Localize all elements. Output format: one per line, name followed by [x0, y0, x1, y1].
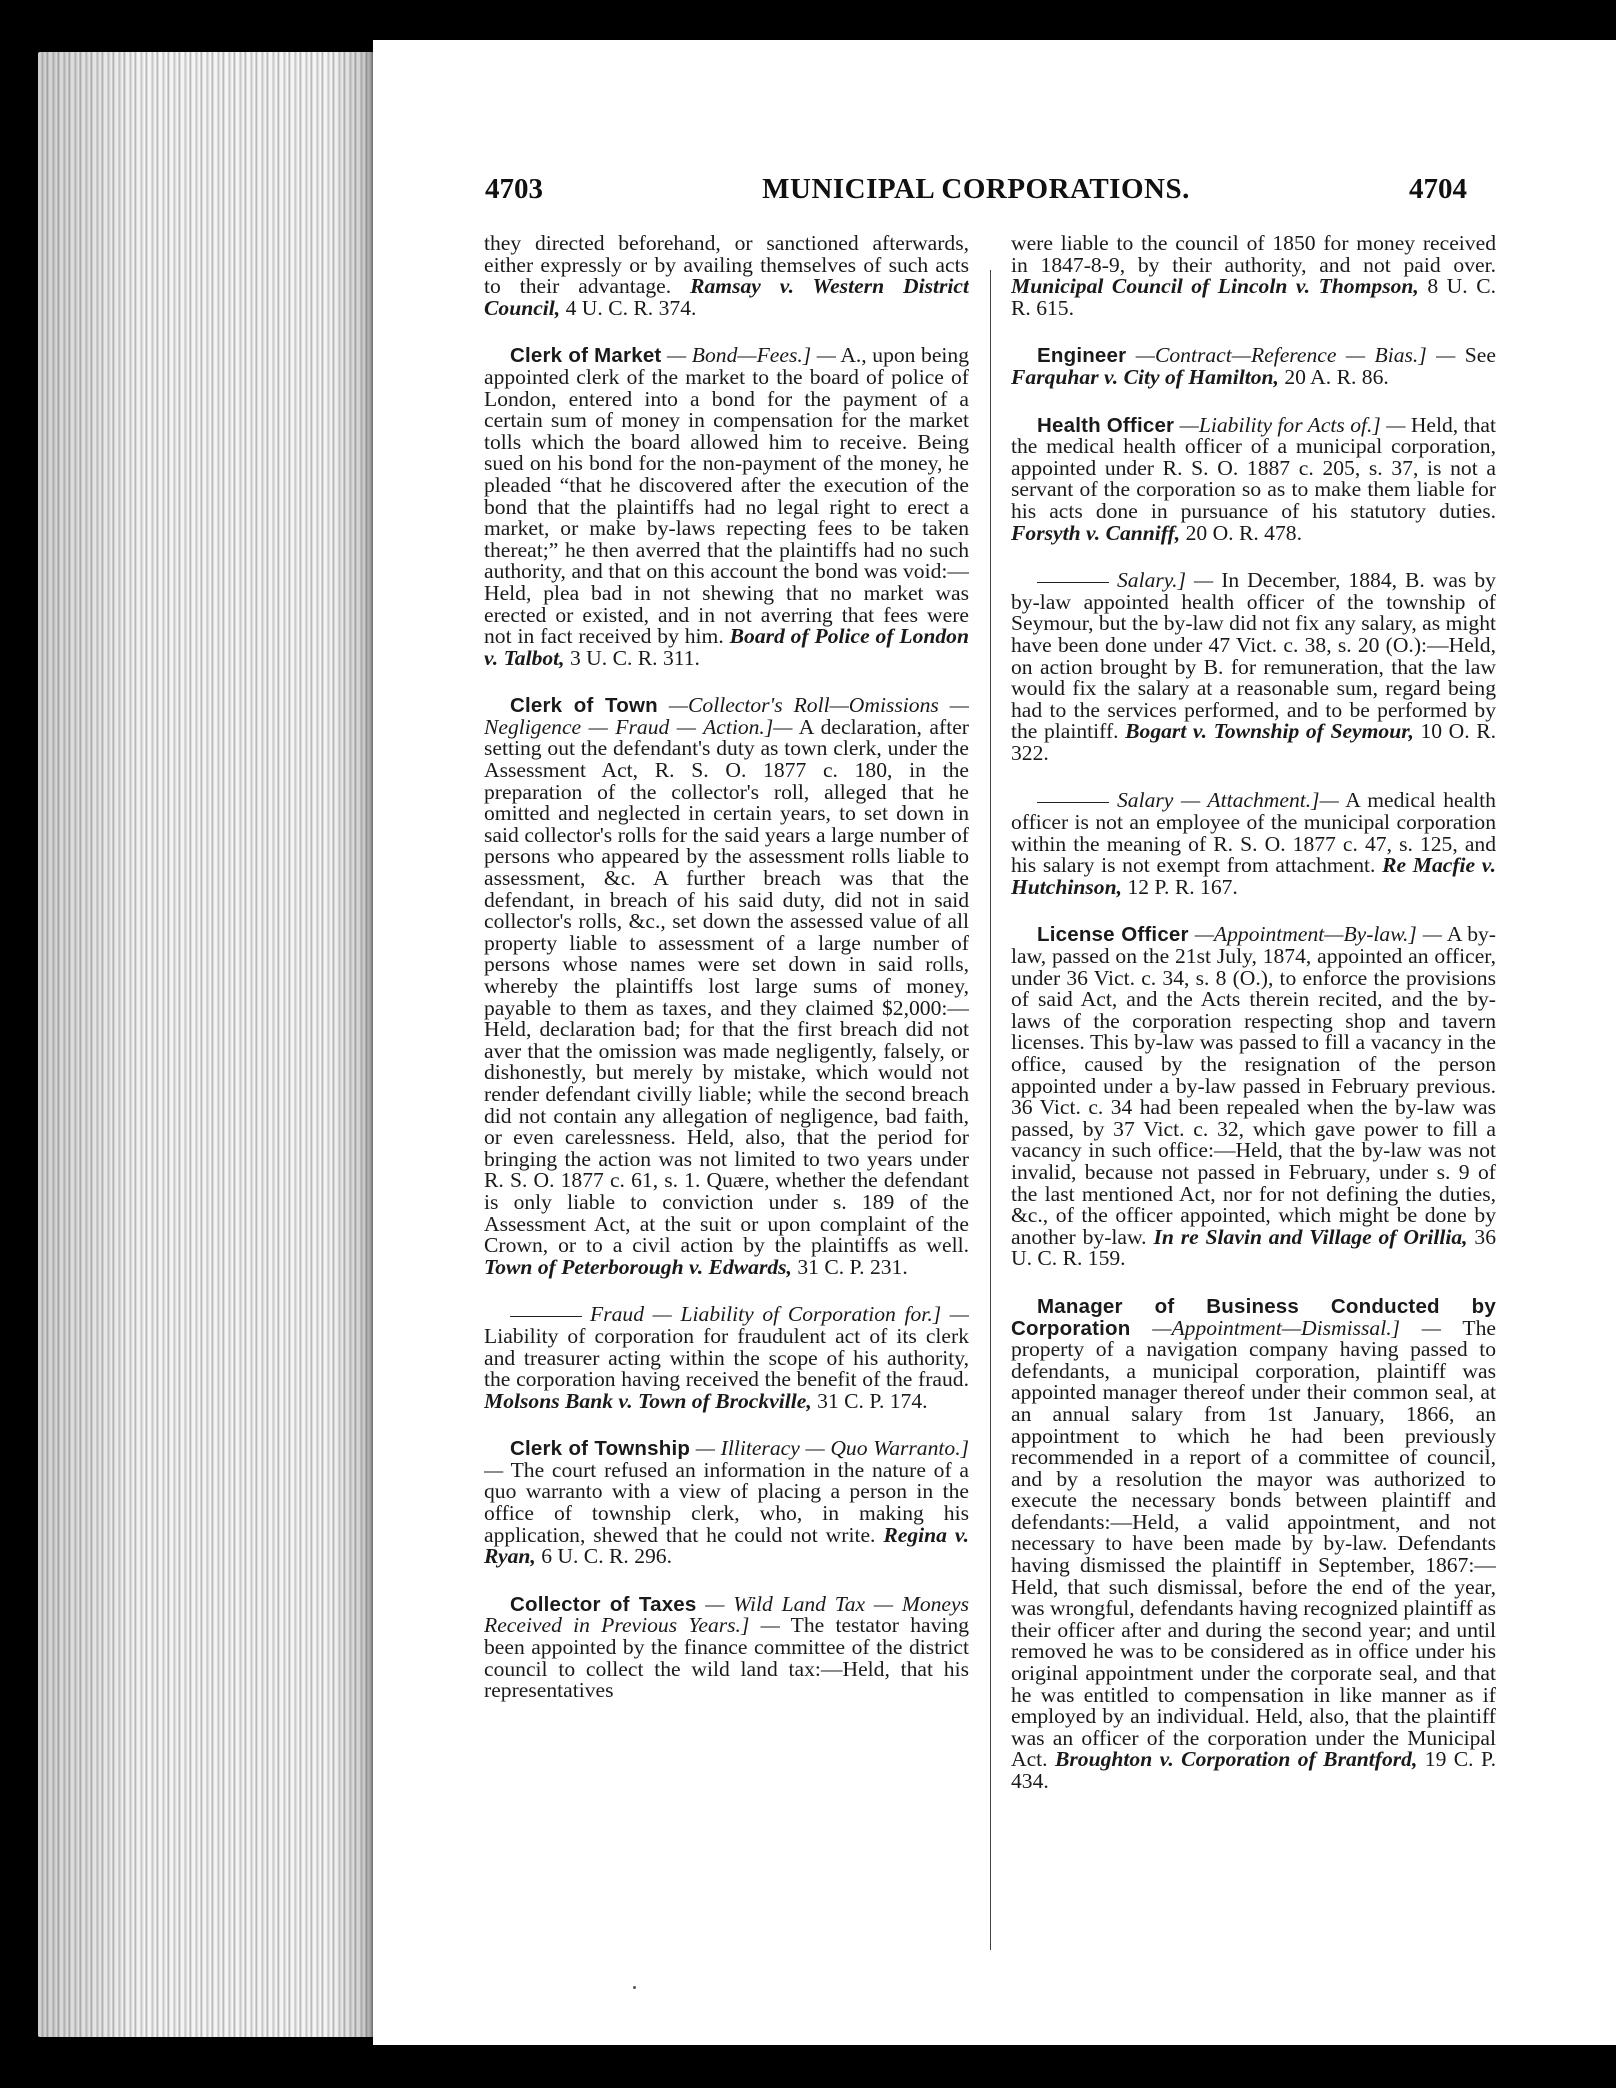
case-citation: 12 P. R. 167. [1127, 874, 1238, 899]
entry-subject: — Bond—Fees.] — [667, 343, 836, 368]
digest-entry-health-attachment [1011, 790, 1496, 898]
case-name: Bogart v. Township of Seymour, [1125, 719, 1414, 744]
entry-text: they directed beforehand, or sanctioned afterwards, either expressly or by availing themselves of such acts to their advantage. [484, 233, 969, 299]
case-citation: 31 C. P. 231. [797, 1254, 908, 1279]
digest-entry-collector-of-taxes [484, 1591, 969, 1703]
case-name: In re Slavin and Village of Orillia, [1153, 1224, 1468, 1249]
entry-headword: Collector of Taxes [510, 1592, 697, 1616]
digest-entry-clerk-of-township [484, 1438, 969, 1568]
entry-text: A medical health officer is not an employee of the municipal corporation within the meaning of R. S. O. 1877 c. 47, s. 125, and his salary is not exempt from attachment. [1011, 788, 1496, 878]
entry-text: Liability of corporation for fraudulent act of its clerk and treasurer acting within the scope of his authority, the corporation having received the benefit of the fraud. [484, 1323, 969, 1392]
case-citation: 6 U. C. R. 296. [541, 1544, 672, 1569]
book-page-edges [38, 52, 383, 2037]
entry-headword: Clerk of Market [510, 344, 662, 368]
entry-headword: Clerk of Town [510, 694, 658, 718]
right-column [1011, 233, 1496, 1973]
entry-text: In December, 1884, B. was by by-law appointed health officer of the township of Seymour, but the by-law did not fix any salary, as might have been done under 47 Vict. c. 38, s. 20 (O.):—Held, on action brought by B. for remuneration, that the law would fix the salary at a reasonable sum, regard being had to the services performed, and to be performed by the plaintiff. [1011, 568, 1496, 744]
case-citation: 36 U. C. R. 159. [1011, 1224, 1496, 1271]
case-name: Municipal Council of Lincoln v. Thompson, [1011, 274, 1419, 299]
case-name: Regina v. Ryan, [484, 1522, 969, 1569]
case-name: Forsyth v. Canniff, [1011, 520, 1181, 545]
running-title: MUNICIPAL CORPORATIONS. [762, 173, 1190, 205]
left-column [484, 233, 969, 1973]
entry-subject: — Wild Land Tax — Moneys Received in Previous Years.] — [484, 1591, 969, 1638]
case-citation: 31 C. P. 174. [817, 1388, 928, 1413]
case-name: Broughton v. Corporation of Brantford, [1054, 1747, 1418, 1772]
entry-headword: Clerk of Township [510, 1437, 691, 1461]
case-name: Re Macfie v. Hutchinson, [1011, 853, 1496, 899]
entry-headword: Engineer [1037, 344, 1127, 368]
case-name: Town of Peterborough v. Edwards, [484, 1254, 792, 1279]
digest-entry-clerk-of-town [484, 695, 969, 1278]
entry-text: Held, that the medical health officer of a municipal corporation, appointed under R. S. O. 1887 c. 205, s. 37, is not a servant of the corporation so as to make them liable for his acts done in pursuance of his statutory duties. [1011, 412, 1496, 523]
repeat-heading-dash [1037, 802, 1109, 803]
entry-subject: Fraud — Liability of Corporation for.] — [590, 1302, 969, 1327]
page-speck [633, 1986, 636, 1989]
entry-subject: —Liability for Acts of.] — [1179, 412, 1406, 437]
page-number-right: 4704 [1409, 173, 1467, 205]
digest-entry-clerk-of-market [484, 345, 969, 669]
case-citation: 3 U. C. R. 311. [569, 645, 700, 670]
entry-subject: —Appointment—Dismissal.] — [1152, 1315, 1442, 1340]
digest-entry-ramsay-cont [484, 233, 969, 319]
entry-text: were liable to the council of 1850 for money received in 1847-8-9, by their authority, and not paid over. [1011, 233, 1496, 277]
digest-entry-manager-of-business [1011, 1296, 1496, 1793]
case-citation: 8 U. C. R. 615. [1011, 274, 1496, 320]
digest-entry-engineer [1011, 345, 1496, 388]
entry-text: The property of a navigation company having passed to defendants, a municipal corporation, plaintiff was appointed manager thereof under their common seal, at an annual salary from 1st January, 1866, an appointment to which he had been previously recommended in a report of a committee of council, and by a resolution the mayor was authorized to execute the necessary bonds between plaintiff and defendants:—Held, a valid appointment, and not necessary to have been made by by-law. Defendants having dismissed the plaintiff in September, 1867:—Held, that such dismissal, before the end of the year, was wrongful, defendants having recognized plaintiff as their officer after and during the second year; and until removed he was to be considered as in office under his original appointment under the corporate seal, and that he was entitled to compensation in like manner as if employed by an individual. Held, also, that the plaintiff was an officer of the corporation under the Municipal Act. [1011, 1315, 1496, 1772]
repeat-heading-dash [1037, 582, 1109, 583]
case-citation: 19 C. P. 434. [1011, 1747, 1496, 1793]
case-name: Molsons Bank v. Town of Brockville, [484, 1388, 812, 1413]
entry-subject: — Illiteracy — Quo Warranto.]— [484, 1436, 969, 1482]
case-citation: 4 U. C. R. 374. [565, 295, 697, 320]
digest-entry-health-salary [1011, 570, 1496, 764]
case-name: Farquhar v. City of Hamilton, [1011, 364, 1279, 389]
case-name: Ramsay v. Western District Council, [484, 274, 969, 320]
entry-subject: —Contract—Reference — Bias.] — [1135, 343, 1456, 368]
case-name: Board of Police of London v. Talbot, [484, 624, 969, 670]
entry-subject: —Collector's Roll—Omissions — Negligence — Fraud — Action.]— [484, 693, 969, 739]
entry-text: The court refused an information in the nature of a quo warranto with a view of placing a person in the office of township clerk, who, in making his application, shewed that he could not write. [484, 1457, 969, 1547]
entry-headword: License Officer [1037, 923, 1189, 947]
column-divider [990, 270, 991, 1950]
digest-entry-license-officer [1011, 924, 1496, 1270]
entry-text: A., upon being appointed clerk of the market to the board of police of London, entered into a bond for the payment of a certain sum of money in compensation for the market tolls which the board allowed him to receive. Being sued on his bond for the non-payment of the money, he pleaded “that he discovered after the execution of the bond that the plaintiffs had no legal right to erect a market, or make by-laws repecting fees to be taken thereat;” he then averred that the plaintiffs had no such authority, and that on this account the bond was void:—Held, plea bad in not shewing that no market was erected or existed, and in not averring that fees were not in fact received by him. [484, 343, 969, 649]
case-citation: 20 A. R. 86. [1284, 364, 1389, 389]
entry-text: A declaration, after setting out the defendant's duty as town clerk, under the Assessment Act, R. S. O. 1877 c. 180, in the preparation of the collector's roll, alleged that he omitted and neglected in certain years, to set down in said collector's rolls for the said years a large number of persons who appeared by the assessment rolls liable to assessment, &c. A further breach was that the defendant, in breach of his said duty, did not in said collector's rolls, &c., set down the assessed value of all property liable to assessment of a large number of persons whose names were set down in said rolls, whereby the plaintiffs lost large sums of money, payable to them as taxes, and they claimed $2,000:—Held, declaration bad; for that the first breach did not aver that the omission was made negligently, falsely, or dishonestly, but merely by mistake, which would not render defendant civilly liable; while the second breach did not contain any allegation of negligence, bad faith, or even carelessness. Held, also, that the period for bringing the action was not limited to two years under R. S. O. 1877 c. 61, s. 1. Quære, whether the defendant is only liable to conviction under s. 189 of the Assessment Act, at the suit or upon complaint of the Crown, or to a civil action by the plaintiffs as well. [484, 714, 969, 1258]
entry-headword: Health Officer [1037, 413, 1175, 437]
entry-subject: Salary — Attachment.]— [1117, 788, 1339, 813]
entry-text: See [1464, 343, 1496, 368]
running-header [485, 173, 1467, 223]
page-number-left: 4703 [485, 173, 543, 205]
case-citation: 10 O. R. 322. [1011, 719, 1496, 765]
entry-text: A by-law, passed on the 21st July, 1874, appointed an officer, under 36 Vict. c. 34, s. 8 (O.), to enforce the provisions of said Act, and the Acts therein recited, and the by-laws of the corporation respecting shop and tavern licenses. This by-law was passed to fill a vacancy in the office, caused by the resignation of the person appointed under a by-law passed in February previous. 36 Vict. c. 34 had been repealed when the by-law was passed, by 37 Vict. c. 32, which gave power to fill a vacancy in such office:—Held, that the by-law was not invalid, because not passed in February, under s. 9 of the last mentioned Act, nor for not defining the duties, &c., of the officer appointed, which might be done by another by-law. [1011, 922, 1496, 1249]
digest-entry-health-officer [1011, 412, 1496, 545]
case-citation: 20 O. R. 478. [1185, 520, 1302, 545]
book-page [373, 40, 1616, 2045]
entry-subject: —Appointment—By-law.] — [1194, 922, 1443, 947]
repeat-heading-dash [510, 1316, 582, 1317]
entry-subject: Salary.] — [1117, 568, 1214, 593]
entry-headword: Manager of Business Conducted by Corporation [1011, 1294, 1496, 1340]
entry-text: The testator having been appointed by the finance committee of the district council to collect the wild land tax:—Held, that his representatives [484, 1613, 969, 1703]
digest-entry-clerk-fraud [484, 1304, 969, 1412]
digest-entry-collector-cont [1011, 233, 1496, 319]
